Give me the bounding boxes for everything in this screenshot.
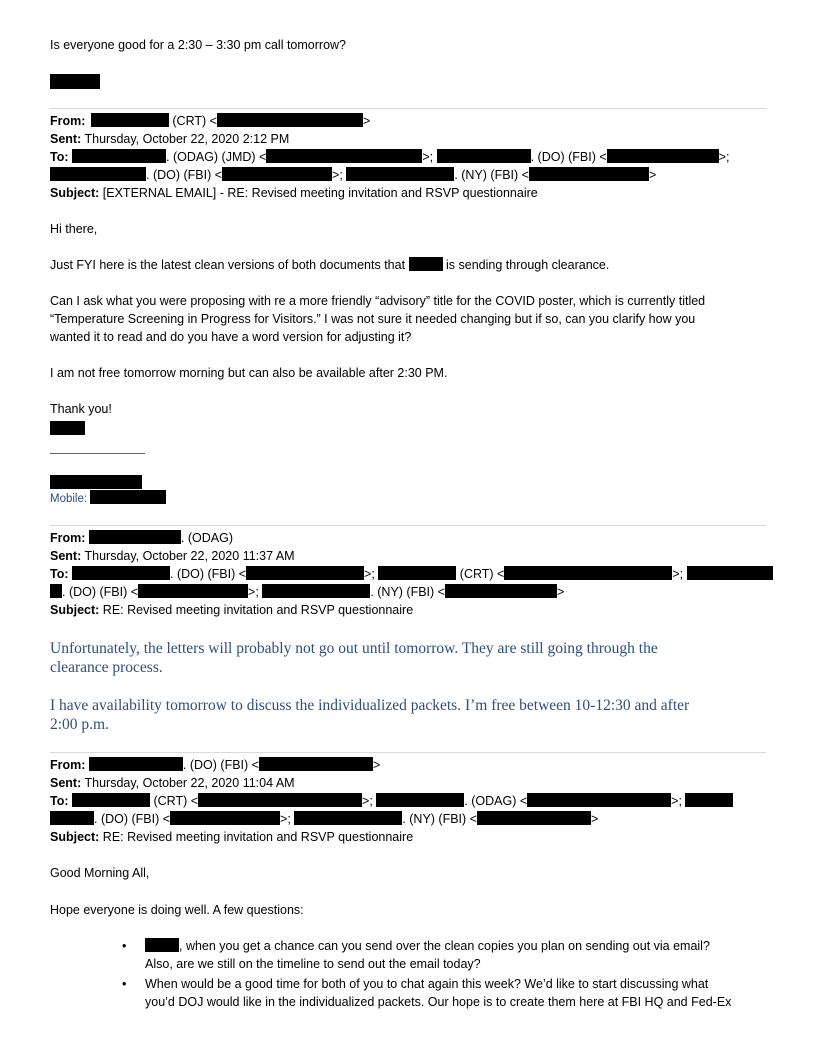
to-text: > — [590, 812, 599, 826]
email1-para1-line3: wanted it to read and do you have a word version for adjusting it? — [50, 330, 412, 344]
email2-to-line-2 — [50, 583, 564, 601]
to-text: . (ODAG) < — [464, 794, 528, 808]
to-text: > — [556, 585, 565, 599]
sent-label: Sent: — [50, 132, 82, 146]
from-end: > — [372, 758, 381, 772]
to-text: . (DO) (FBI) < — [146, 168, 223, 182]
fyi-text: Just FYI here is the latest clean versions of both documents that — [50, 258, 406, 272]
bullet-icon: • — [122, 977, 127, 991]
email1-fyi — [50, 256, 609, 274]
redaction-box — [529, 167, 649, 181]
to-text: . (NY) (FBI) < — [370, 585, 445, 599]
email1-from-line — [50, 112, 370, 130]
email3-bullet1-line2: Also, are we still on the timeline to send out the email today? — [145, 957, 481, 971]
redaction-box — [138, 584, 248, 598]
email1-to-line-2 — [50, 166, 656, 184]
to-label: To: — [50, 567, 69, 581]
to-text: . (NY) (FBI) < — [454, 168, 529, 182]
sent-value: Thursday, October 22, 2020 11:04 AM — [81, 776, 295, 790]
email1-mobile-line — [50, 490, 166, 508]
email3-bullet2-line2: you’d DOJ would like in the individualized packets. Our hope is to create them here at FBI HQ and Fed-Ex — [145, 995, 732, 1009]
redaction-box — [477, 811, 591, 825]
redaction-box — [217, 113, 363, 127]
to-text: . (DO) (FBI) < — [62, 585, 139, 599]
email1-greeting: Hi there, — [50, 222, 98, 236]
redaction-box — [198, 793, 362, 807]
to-text: > — [648, 168, 657, 182]
signature-divider — [50, 453, 145, 454]
email1-para1-line2: “Temperature Screening in Progress for Visitors.” I was not sure it needed changing but if so, can you clarify how you — [50, 312, 696, 326]
email2-body2-line1: I have availability tomorrow to discuss the individualized packets. I’m free between 10-12:30 and after — [50, 697, 690, 714]
email2-to-line-1 — [50, 565, 773, 583]
redaction-box — [145, 938, 179, 952]
redaction-box — [294, 811, 402, 825]
to-text: . (DO) (FBI) < — [170, 567, 247, 581]
email1-subject-line — [50, 184, 538, 202]
to-text: >; — [364, 567, 375, 581]
email3-bullet2-line1: When would be a good time for both of you to chat again this week? We’d like to start discussing what — [145, 977, 709, 991]
redaction-box — [50, 811, 94, 825]
to-text: (CRT) < — [153, 794, 199, 808]
fyi-text: is sending through clearance. — [446, 258, 610, 272]
to-label: To: — [50, 794, 69, 808]
email3-greeting: Good Morning All, — [50, 866, 150, 880]
redaction-box — [246, 566, 364, 580]
email2-body2-line2: 2:00 p.m. — [50, 716, 109, 733]
email2-body1-line1: Unfortunately, the letters will probably not go out until tomorrow. They are still going through the — [50, 640, 658, 657]
bullet-text: , when you get a chance can you send over the clean copies you plan on sending out via email? — [179, 939, 710, 953]
to-text: >; — [718, 150, 730, 164]
redaction-box — [687, 566, 773, 580]
from-label: From: — [50, 531, 86, 545]
subject-label: Subject: — [50, 186, 100, 200]
divider — [50, 108, 766, 109]
subject-label: Subject: — [50, 830, 100, 844]
sent-value: Thursday, October 22, 2020 11:37 AM — [81, 549, 295, 563]
email2-body1-line2: clearance process. — [50, 659, 163, 676]
email1-to-line-1 — [50, 148, 729, 166]
redaction-box — [266, 149, 422, 163]
to-text: >; — [248, 585, 259, 599]
redaction-box — [437, 149, 531, 163]
from-label: From: — [50, 114, 86, 128]
email3-to-line-2 — [50, 810, 598, 828]
from-label: From: — [50, 758, 86, 772]
email1-thanks: Thank you! — [50, 402, 112, 416]
email3-to-line-1 — [50, 792, 733, 810]
from-tag: (CRT) < — [168, 114, 217, 128]
to-text: >; — [422, 150, 434, 164]
email2-subject-line — [50, 601, 413, 619]
redaction-box — [409, 257, 443, 271]
redaction-box — [170, 811, 280, 825]
from-end: > — [362, 114, 371, 128]
to-text: . (ODAG) (JMD) < — [166, 150, 267, 164]
to-text: . (DO) (FBI) < — [94, 812, 171, 826]
to-text: >; — [280, 812, 291, 826]
email2-sent-line — [50, 547, 295, 565]
signature-redaction — [50, 421, 85, 435]
email1-para1-line1: Can I ask what you were proposing with re a more friendly “advisory” title for the COVID poster, which is currently titled — [50, 294, 706, 308]
to-text: >; — [362, 794, 373, 808]
email1-sent-line — [50, 130, 289, 148]
redaction-box — [50, 74, 100, 89]
redaction-box — [262, 584, 370, 598]
bullet-icon: • — [122, 939, 127, 953]
subject-value: RE: Revised meeting invitation and RSVP questionnaire — [99, 603, 414, 617]
to-text: >; — [672, 567, 684, 581]
to-text: . (NY) (FBI) < — [402, 812, 477, 826]
to-label: To: — [50, 150, 69, 164]
sent-label: Sent: — [50, 549, 82, 563]
email1-para2: I am not free tomorrow morning but can also be available after 2:30 PM. — [50, 366, 448, 380]
redaction-box — [91, 113, 169, 127]
signature-redaction — [50, 475, 142, 489]
redaction-box — [607, 149, 719, 163]
from-tag: . (ODAG) — [180, 531, 233, 545]
email2-from-line — [50, 529, 233, 547]
redaction-box — [72, 566, 170, 580]
redaction-box — [445, 584, 557, 598]
email3-from-line — [50, 756, 380, 774]
sent-value: Thursday, October 22, 2020 2:12 PM — [81, 132, 290, 146]
redaction-box — [378, 566, 456, 580]
redaction-box — [504, 566, 672, 580]
redaction-box — [72, 149, 166, 163]
subject-value: RE: Revised meeting invitation and RSVP questionnaire — [99, 830, 414, 844]
email3-bullet1-line1 — [145, 937, 710, 955]
redaction-box — [527, 793, 671, 807]
mobile-label: Mobile: — [50, 493, 88, 505]
from-tag: . (DO) (FBI) < — [182, 758, 259, 772]
to-text: >; — [671, 794, 682, 808]
top-question: Is everyone good for a 2:30 – 3:30 pm call tomorrow? — [50, 38, 346, 52]
email3-subject-line — [50, 828, 413, 846]
email3-sent-line — [50, 774, 295, 792]
redaction-box — [90, 490, 166, 504]
to-text: . (DO) (FBI) < — [530, 150, 607, 164]
divider — [50, 525, 766, 526]
subject-value: [EXTERNAL EMAIL] - RE: Revised meeting invitation and RSVP questionnaire — [99, 186, 538, 200]
redaction-box — [259, 757, 373, 771]
sent-label: Sent: — [50, 776, 82, 790]
subject-label: Subject: — [50, 603, 100, 617]
to-text: >; — [332, 168, 343, 182]
redaction-box — [222, 167, 332, 181]
to-text: (CRT) < — [459, 567, 505, 581]
email3-intro: Hope everyone is doing well. A few questions: — [50, 903, 304, 917]
redaction-box — [376, 793, 464, 807]
redaction-box — [346, 167, 454, 181]
redaction-box — [89, 757, 183, 771]
redaction-box — [89, 530, 181, 544]
divider — [50, 752, 766, 753]
redaction-box — [72, 793, 150, 807]
redaction-box — [50, 584, 62, 598]
redaction-box — [50, 167, 146, 181]
redaction-box — [685, 793, 733, 807]
